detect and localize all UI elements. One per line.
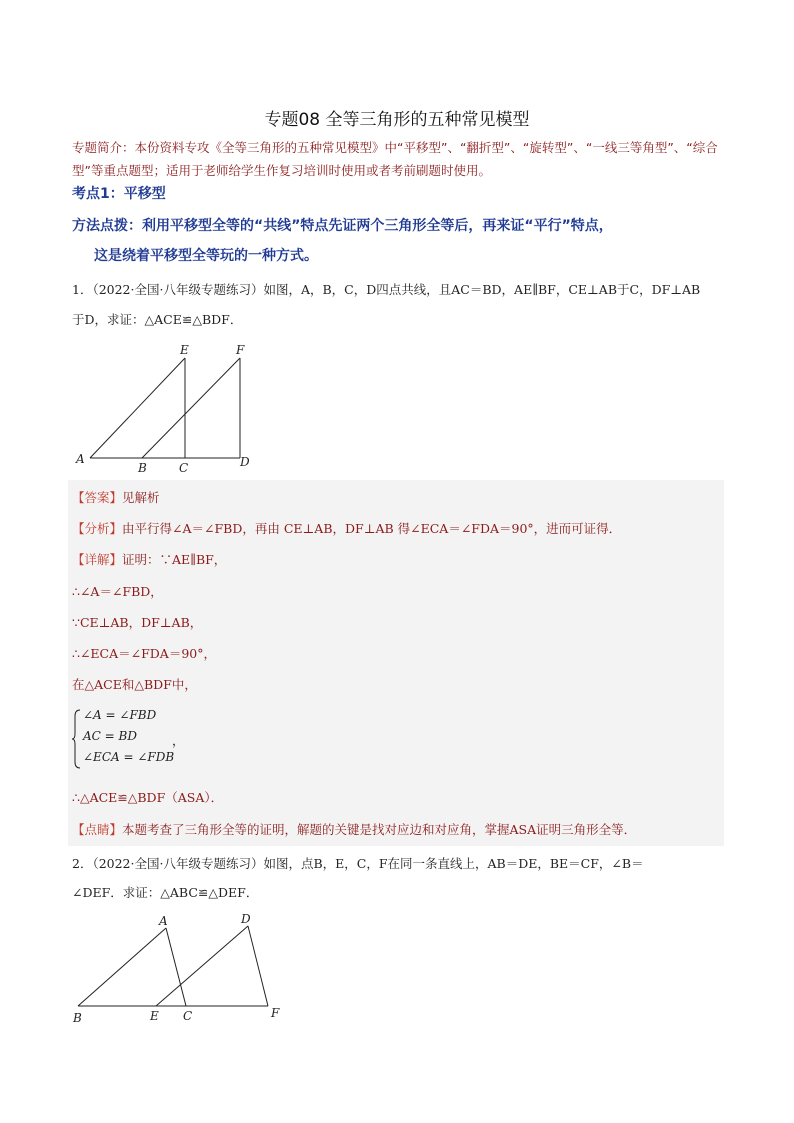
system-eq-3: ∠ECA = ∠FDB bbox=[83, 750, 175, 764]
answer-line bbox=[72, 488, 160, 506]
label-d: D bbox=[240, 455, 250, 469]
question2-figure bbox=[68, 910, 298, 1025]
detail-tag: 【详解】 bbox=[72, 552, 123, 567]
label-c: C bbox=[179, 461, 189, 475]
label-b: B bbox=[138, 461, 147, 475]
system-comma: ， bbox=[172, 733, 185, 748]
line-ba bbox=[78, 928, 166, 1006]
line-ed bbox=[156, 926, 248, 1006]
page-title: 专题08 全等三角形的五种常见模型 bbox=[264, 110, 530, 130]
comment-tag: 【点睛】 bbox=[72, 822, 123, 837]
analysis-tag: 【分析】 bbox=[72, 521, 123, 536]
question2-line2: ∠DEF．求证：△ABC≌△DEF． bbox=[72, 885, 259, 900]
label-e: E bbox=[150, 1009, 159, 1023]
line-ae bbox=[90, 358, 185, 458]
conclusion: ∴△ACE≌△BDF（ASA）． bbox=[72, 790, 224, 805]
method-tip-line2: 这是绕着平移型全等玩的一种方式。 bbox=[94, 248, 318, 264]
section-heading: 考点1：平移型 bbox=[72, 186, 166, 202]
answer-text: 见解析 bbox=[122, 490, 160, 505]
label-a: A bbox=[76, 452, 85, 466]
step-2: ∵CE⊥AB，DF⊥AB， bbox=[72, 615, 203, 630]
label-b: B bbox=[73, 1011, 82, 1025]
question1-line2: 于D，求证：△ACE≌△BDF． bbox=[72, 312, 243, 327]
label-c: C bbox=[183, 1009, 193, 1023]
question1-figure bbox=[70, 340, 270, 475]
step-4: 在△ACE和△BDF中， bbox=[72, 677, 197, 692]
system-eq-2: AC = BD bbox=[83, 729, 137, 743]
label-d: D bbox=[241, 912, 251, 926]
analysis-line bbox=[72, 519, 621, 537]
label-f: F bbox=[236, 343, 245, 357]
question2-line1: 2．（2022·全国·八年级专题练习）如图，点B，E，C，F在同一条直线上，AB＝DE，BE＝CF，∠B＝ bbox=[72, 856, 644, 871]
answer-tag: 【答案】 bbox=[72, 490, 123, 505]
comment-text: 本题考查了三角形全等的证明，解题的关键是找对应边和对应角，掌握ASA证明三角形全等． bbox=[122, 822, 637, 837]
method-tip-line1: 方法点拨：利用平移型全等的“共线”特点先证两个三角形全等后，再来证“平行”特点， bbox=[72, 218, 613, 234]
label-a: A bbox=[159, 914, 168, 928]
detail-line bbox=[72, 550, 226, 568]
question1-line1: 1．（2022·全国·八年级专题练习）如图，A，B，C，D四点共线，且AC＝BD，AE∥BF，CE⊥AB于C，DF⊥AB bbox=[72, 282, 701, 297]
line-bf bbox=[142, 358, 240, 458]
comment-line bbox=[72, 820, 636, 838]
topic-intro: 专题简介：本份资料专攻《全等三角形的五种常见模型》中“平移型”、“翻折型”、“旋转型”、“一线三等角型”、“综合型”等重点题型；适用于老师给学生作复习培训时使用或者考前刷题时使用。 bbox=[72, 140, 718, 178]
label-e: E bbox=[180, 343, 189, 357]
step-1: ∴∠A＝∠FBD， bbox=[72, 584, 163, 599]
system-eq-1: ∠A = ∠FBD bbox=[83, 708, 157, 722]
step-3: ∴∠ECA＝∠FDA＝90°， bbox=[72, 646, 216, 661]
label-f: F bbox=[271, 1006, 280, 1020]
line-df bbox=[248, 926, 268, 1006]
analysis-text: 由平行得∠A＝∠FBD，再由 CE⊥AB，DF⊥AB 得∠ECA＝∠FDA＝90°，进而可证得． bbox=[122, 521, 622, 536]
detail-first: 证明：∵AE∥BF， bbox=[122, 552, 227, 567]
